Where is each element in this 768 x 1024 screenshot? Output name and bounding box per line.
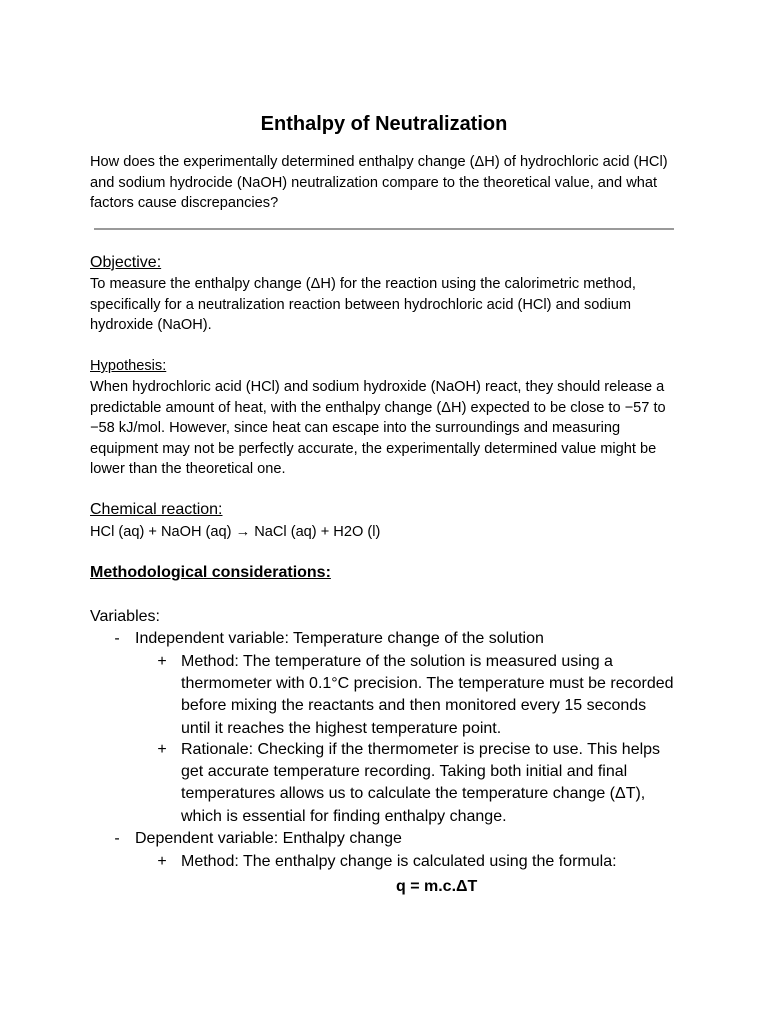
- horizontal-divider: [94, 228, 674, 230]
- variables-label: Variables:: [90, 608, 160, 625]
- objective-text: To measure the enthalpy change (ΔH) for the reaction using the calorimetric method, specifically for a neutralization reaction between hydrochloric acid (HCl) and sodium hydroxide (NaOH).: [90, 276, 636, 334]
- methodological-heading: Methodological considerations:: [90, 564, 331, 581]
- list-bullet-plus: +: [157, 741, 167, 758]
- research-question: How does the experimentally determined enthalpy change (ΔH) of hydrochloric acid (HCl) and sodium hydrocide (NaOH) neutralization compare to the theoretical value, and what factors cause discrepancies?: [90, 154, 668, 212]
- chemical-reaction-heading: Chemical reaction:: [90, 501, 223, 518]
- dependent-variable-item: Dependent variable: Enthalpy change: [135, 830, 402, 847]
- document-title: Enthalpy of Neutralization: [260, 113, 508, 135]
- hypothesis-heading: Hypothesis:: [90, 358, 167, 374]
- list-bullet-plus: +: [157, 653, 167, 670]
- dependent-method-item: Method: The enthalpy change is calculated using the formula:: [181, 853, 617, 870]
- independent-rationale-item: Rationale: Checking if the thermometer is precise to use. This helps get accurate temperature recording. Taking both initial and final temperatures allows us to calculate the temperature change (ΔT), which is essential for finding enthalpy change.: [181, 741, 661, 825]
- objective-heading: Objective:: [90, 254, 162, 271]
- list-bullet-plus: +: [157, 853, 167, 870]
- independent-method-item: Method: The temperature of the solution is measured using a thermometer with 0.1°C precision. The temperature must be recorded before mixing the reactants and then monitored every 15 seconds until it reaches the highest temperature point.: [181, 653, 674, 737]
- chemical-equation: HCl (aq) + NaOH (aq) → NaCl (aq) + H2O (l): [90, 524, 381, 540]
- enthalpy-formula: q = m.c.ΔT: [396, 878, 478, 895]
- list-bullet-dash: -: [114, 830, 120, 847]
- hypothesis-text: When hydrochloric acid (HCl) and sodium hydroxide (NaOH) react, they should release a predictable amount of heat, with the enthalpy change (ΔH) expected to be close to −57 to −58 kJ/mol. However, since heat can escape into the surroundings and measuring equipment may not be perfectly accurate, the experimentally determined value might be lower than the theoretical one.: [90, 379, 666, 478]
- independent-variable-item: Independent variable: Temperature change of the solution: [135, 630, 544, 647]
- list-bullet-dash: -: [114, 630, 120, 647]
